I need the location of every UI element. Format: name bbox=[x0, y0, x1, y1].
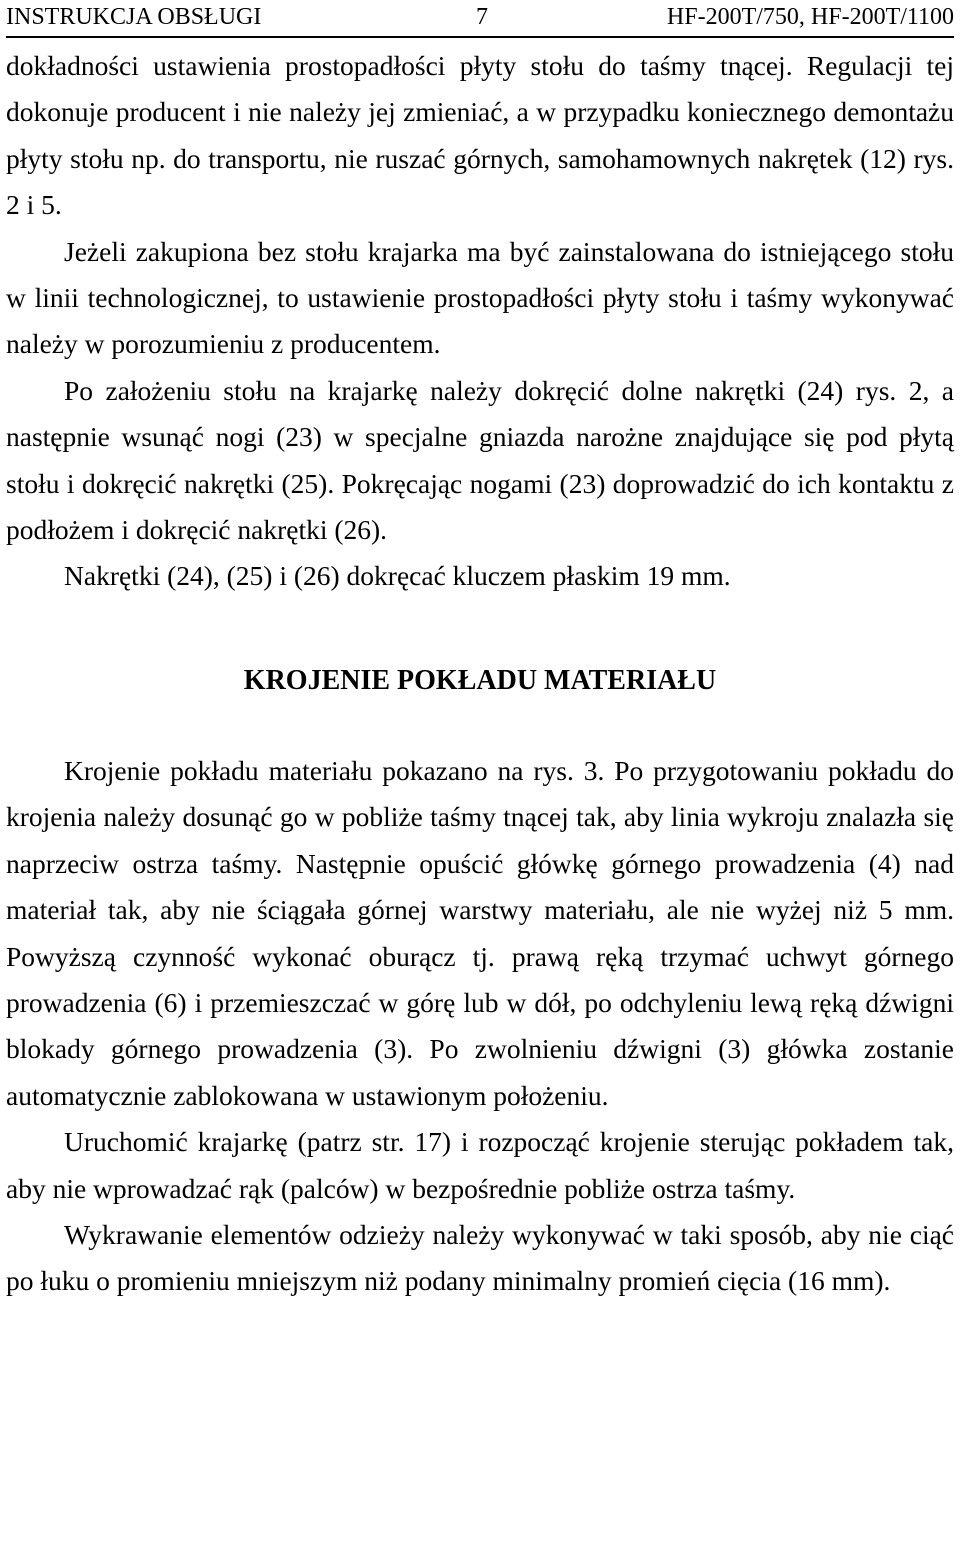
body-text-bottom bbox=[6, 748, 954, 1305]
paragraph: Jeżeli zakupiona bez stołu krajarka ma być zainstalowana do istniejącego stołu w linii technologicznej, to ustawienie prostopadłości płyty stołu i taśmy wykonywać należy w porozumieniu z producentem. bbox=[6, 235, 954, 360]
page-number: 7 bbox=[476, 4, 488, 30]
paragraph: dokładności ustawienia prostopadłości płyty stołu do taśmy tnącej. Regulacji tej dokonuje producent i nie należy jej zmieniać, a w przypadku koniecznego demontażu płyty stołu np. do transportu, nie ruszać górnych, samohamownych nakrętek (12) rys. 2 i 5. bbox=[6, 50, 954, 221]
paragraph: Krojenie pokładu materiału pokazano na rys. 3. Po przygotowaniu pokładu do krojenia należy dosunąć go w pobliże taśmy tnącej tak, aby linia wykroju znalazła się naprzeciw ostrza taśmy. Następnie opuścić główkę górnego prowadzenia (4) nad materiał tak, aby nie ściągała górnej warstwy materiału, ale nie wyżej niż 5 mm. Powyższą czynność wykonać oburącz tj. prawą ręką trzymać uchwyt górnego prowadzenia (6) i przemieszczać w górę lub w dół, po odchyleniu lewą ręką dźwigni blokady górnego prowadzenia (3). Po zwolnieniu dźwigni (3) główka zostanie automatycznie zablokowana w ustawionym położeniu. bbox=[6, 754, 954, 1111]
body-text-top bbox=[6, 43, 954, 600]
section-heading: KROJENIE POKŁADU MATERIAŁU bbox=[243, 664, 717, 696]
paragraph: Po założeniu stołu na krajarkę należy dokręcić dolne nakrętki (24) rys. 2, a następnie wsunąć nogi (23) w specjalne gniazda narożne znajdujące się pod płytą stołu i dokręcić nakrętki (25). Pokręcając nogami (23) doprowadzić do ich kontaktu z podłożem i dokręcić nakrętki (26). bbox=[6, 374, 954, 546]
paragraph: Wykrawanie elementów odzieży należy wykonywać w taki sposób, aby nie ciąć po łuku o promieniu mniejszym niż podany minimalny promień cięcia (16 mm). bbox=[6, 1218, 954, 1297]
page-header bbox=[6, 2, 954, 38]
paragraph: Uruchomić krajarkę (patrz str. 17) i rozpocząć krojenie sterując pokładem tak, aby nie wprowadzać rąk (palców) w bezpośrednie pobliże ostrza taśmy. bbox=[6, 1126, 954, 1204]
header-manual-title: INSTRUKCJA OBSŁUGI bbox=[6, 4, 262, 30]
header-model-numbers: HF-200T/750, HF-200T/1100 bbox=[666, 4, 954, 30]
paragraph: Nakrętki (24), (25) i (26) dokręcać kluczem płaskim 19 mm. bbox=[64, 560, 731, 592]
